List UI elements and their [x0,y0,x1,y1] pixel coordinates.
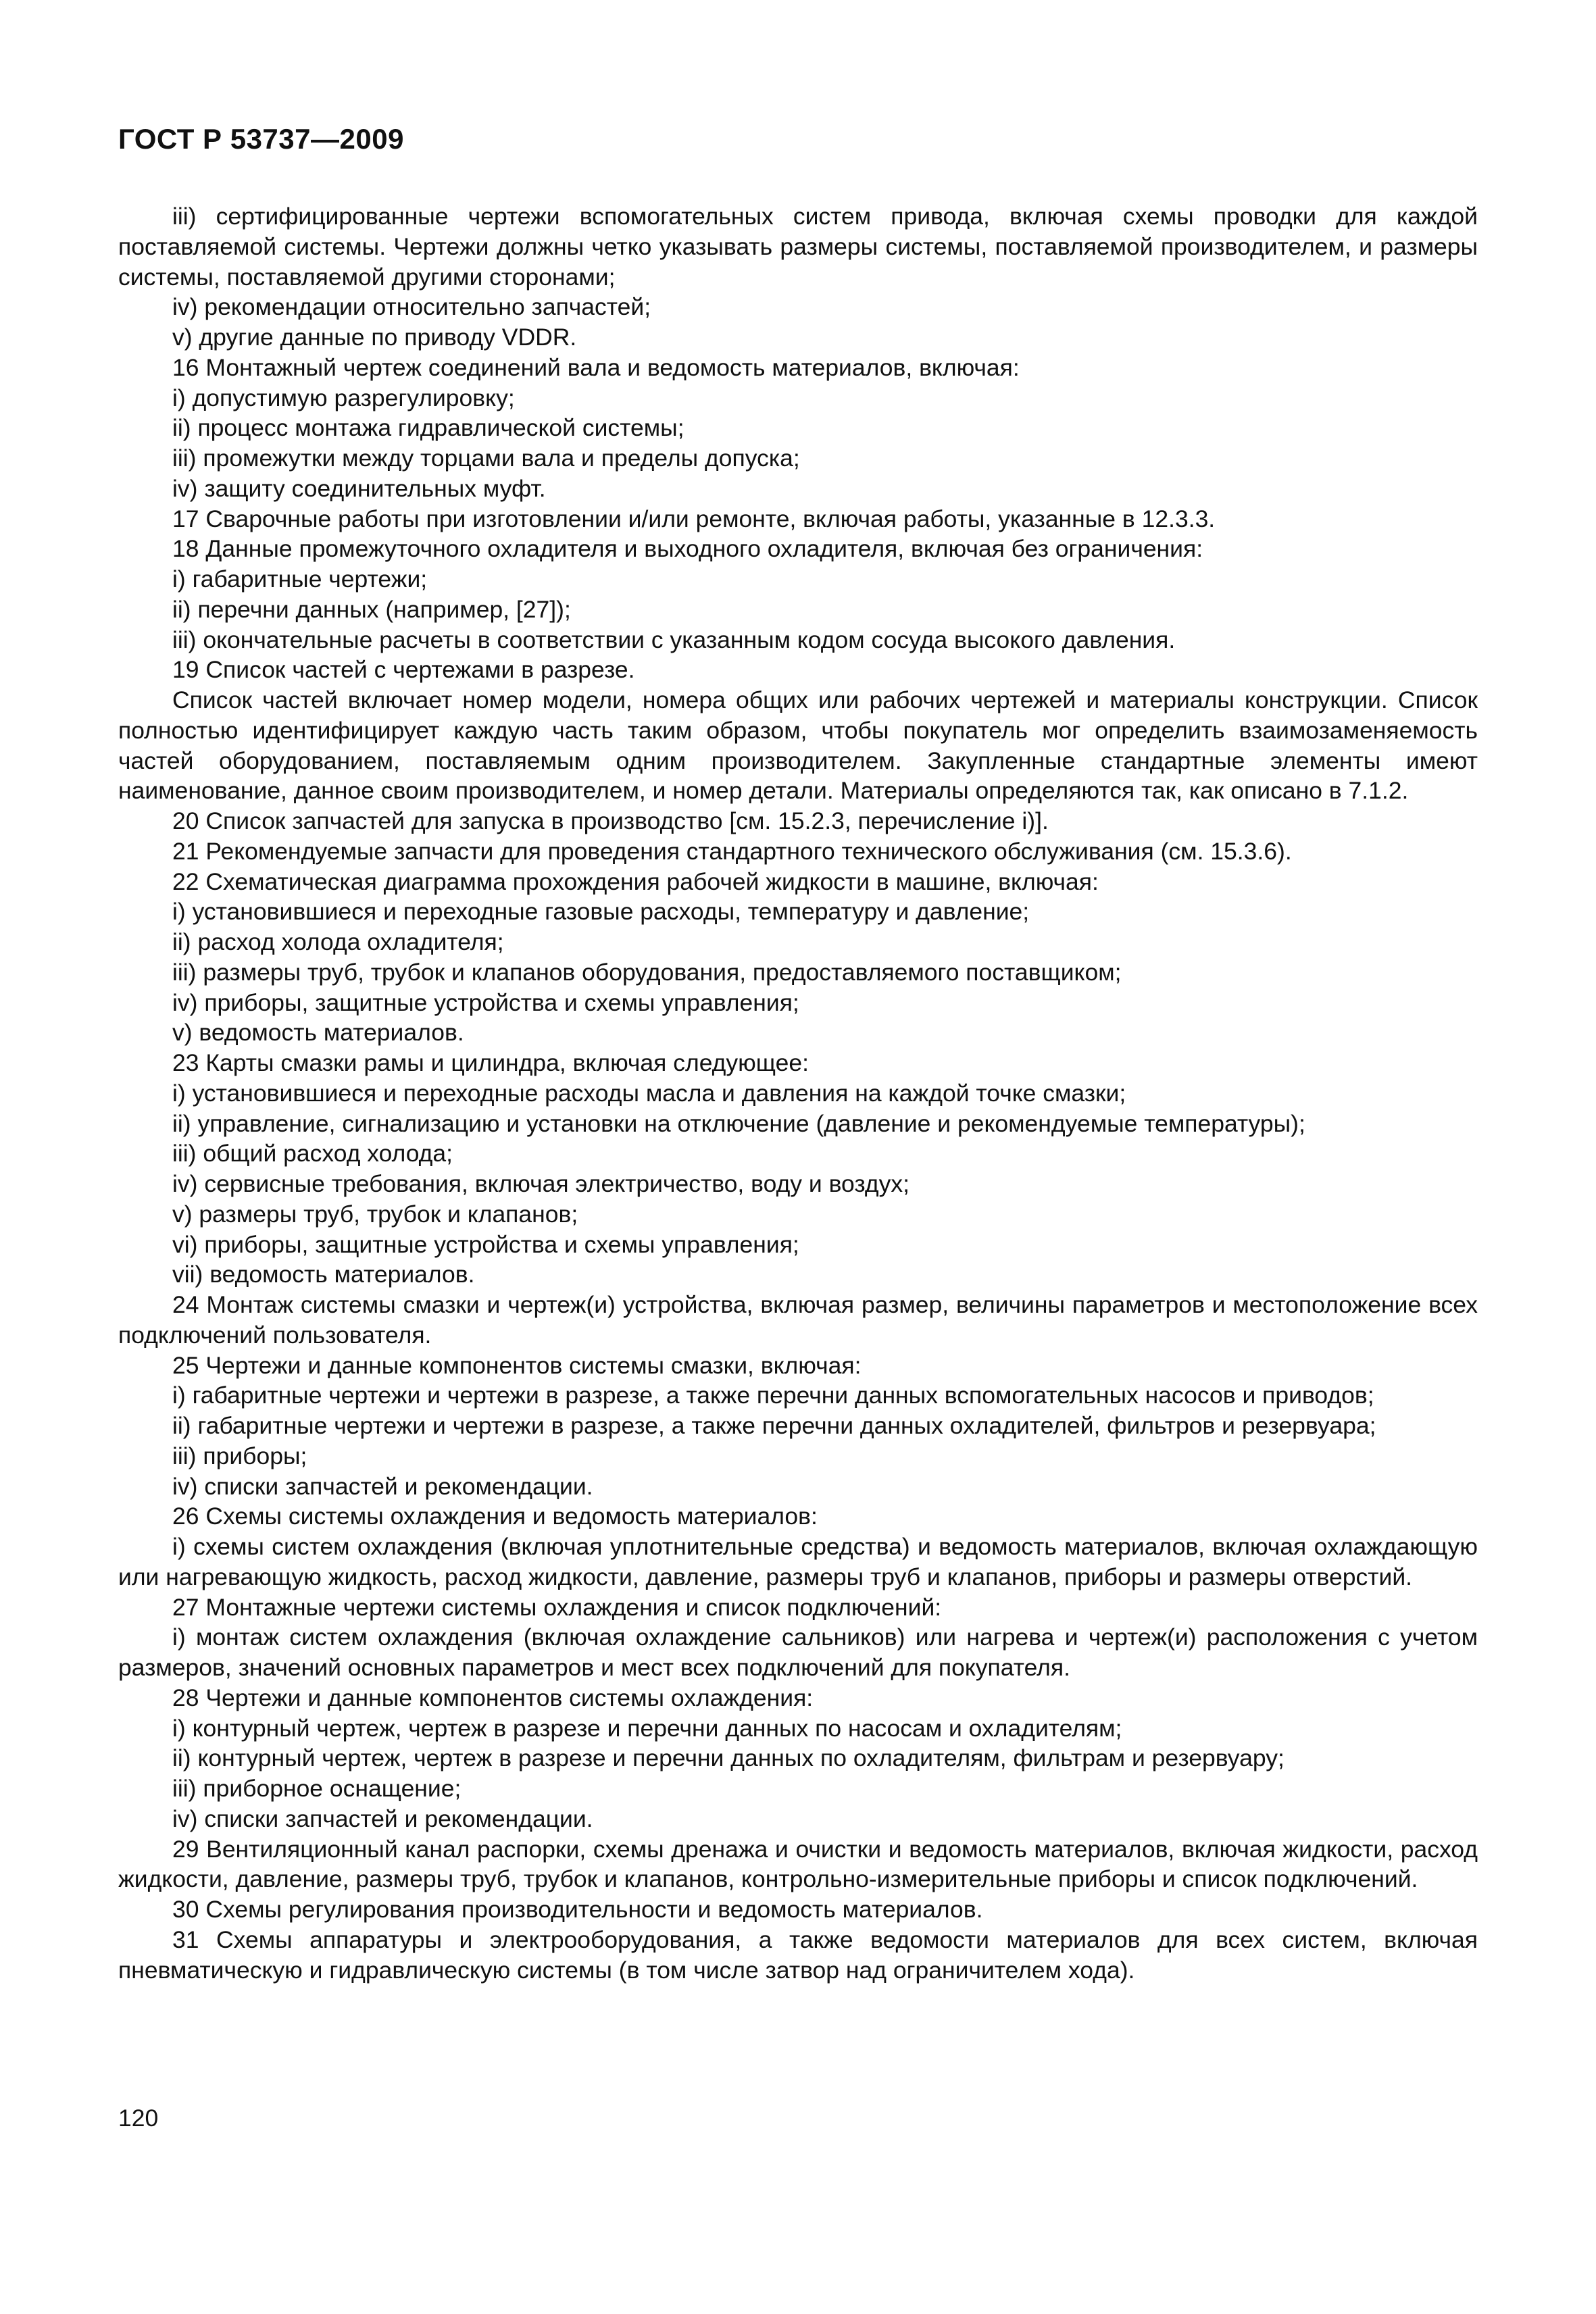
paragraph-28-iv: iv) списки запчастей и рекомендации. [172,1805,593,1832]
paragraph-23: 23 Карты смазки рамы и цилиндра, включая следующее: [172,1049,809,1076]
paragraph-23-ii: ii) управление, сигнализацию и установки на отключение (давление и рекомендуемые температуры); [172,1109,1305,1137]
paragraph-23-vi: vi) приборы, защитные устройства и схемы управления; [172,1230,799,1258]
paragraph-22-iii: iii) размеры труб, трубок и клапанов оборудования, предоставляемого поставщиком; [172,958,1122,986]
paragraph-22-v: v) ведомость материалов. [172,1019,464,1047]
paragraph-28-ii: ii) контурный чертеж, чертеж в разрезе и перечни данных по охладителям, фильтрам и резервуару; [172,1744,1285,1772]
page-number: 120 [118,2105,159,2132]
paragraph-25-i: i) габаритные чертежи и чертежи в разрезе, а также перечни данных вспомогательных насосов и приводов; [172,1382,1374,1409]
paragraph-item-iv-spares: iv) рекомендации относительно запчастей; [172,293,651,321]
paragraph-26: 26 Схемы системы охлаждения и ведомость материалов: [172,1503,818,1530]
paragraph-25-iv: iv) списки запчастей и рекомендации. [172,1472,593,1500]
paragraph-item-v-vddr: v) другие данные по приводу VDDR. [172,324,577,351]
paragraph-30: 30 Схемы регулирования производительности и ведомость материалов. [172,1896,983,1923]
document-body [118,201,1478,1985]
paragraph-27-i: i) монтаж систем охлаждения (включая охлаждение сальников) или нагрева и чертеж(и) расположения с учетом размеров, значений основных параметров и мест всех подключений для покупателя. [118,1624,1478,1681]
paragraph-16-iv: iv) защиту соединительных муфт. [172,474,546,502]
paragraph-23-iv: iv) сервисные требования, включая электричество, воду и воздух; [172,1170,909,1197]
paragraph-18-ii: ii) перечни данных (например, [27]); [172,595,571,623]
paragraph-21: 21 Рекомендуемые запчасти для проведения стандартного технического обслуживания (см. 15.3.6). [172,837,1292,865]
page-header-standard-id: ГОСТ Р 53737—2009 [118,123,404,155]
paragraph-16: 16 Монтажный чертеж соединений вала и ведомость материалов, включая: [172,353,1020,381]
paragraph-16-iii: iii) промежутки между торцами вала и пределы допуска; [172,445,800,472]
paragraph-19-parts-list: Список частей включает номер модели, номера общих или рабочих чертежей и материалы конструкции. Список полностью идентифицирует каждую часть таким образом, чтобы покупатель мог определить взаимозаменяемость частей оборудованием, поставляемым одним производителем. Закупленные стандартные элементы имеют наименование, данное своим производителем, и номер детали. Материалы определяются так, как описано в 7.1.2. [118,686,1478,805]
paragraph-23-vii: vii) ведомость материалов. [172,1261,475,1288]
paragraph-23-i: i) установившиеся и переходные расходы масла и давления на каждой точке смазки; [172,1079,1126,1107]
paragraph-22-i: i) установившиеся и переходные газовые расходы, температуру и давление; [172,898,1030,926]
paragraph-18: 18 Данные промежуточного охладителя и выходного охладителя, включая без ограничения: [172,535,1203,563]
paragraph-25-iii: iii) приборы; [172,1442,307,1469]
paragraph-27: 27 Монтажные чертежи системы охлаждения и список подключений: [172,1593,942,1621]
paragraph-item-iii-drawings: iii) сертифицированные чертежи вспомогательных систем привода, включая схемы проводки для каждой поставляемой системы. Чертежи должны четко указывать размеры системы, поставляемой производителем, и размеры системы, поставляемой другими сторонами; [118,203,1478,291]
paragraph-22-ii: ii) расход холода охладителя; [172,928,504,955]
paragraph-22: 22 Схематическая диаграмма прохождения рабочей жидкости в машине, включая: [172,867,1099,895]
paragraph-18-i: i) габаритные чертежи; [172,565,428,593]
paragraph-16-ii: ii) процесс монтажа гидравлической системы; [172,414,684,442]
paragraph-29: 29 Вентиляционный канал распорки, схемы дренажа и очистки и ведомость материалов, включая жидкости, расход жидкости, давление, размеры труб, трубок и клапанов, контрольно-измерительные приборы и список подключений. [118,1835,1478,1893]
paragraph-31: 31 Схемы аппаратуры и электрооборудования, а также ведомости материалов для всех систем, включая пневматическую и гидравлическую системы (в том числе затвор над ограничителем хода). [118,1926,1478,1984]
paragraph-25: 25 Чертежи и данные компонентов системы смазки, включая: [172,1351,862,1379]
paragraph-20: 20 Список запчастей для запуска в производство [см. 15.2.3, перечисление i)]. [172,807,1049,834]
paragraph-28: 28 Чертежи и данные компонентов системы охлаждения: [172,1684,814,1711]
paragraph-28-i: i) контурный чертеж, чертеж в разрезе и перечни данных по насосам и охладителям; [172,1714,1122,1742]
paragraph-28-iii: iii) приборное оснащение; [172,1775,462,1802]
paragraph-26-i: i) схемы систем охлаждения (включая уплотнительные средства) и ведомость материалов, включая охлаждающую или нагревающую жидкость, расход жидкости, давление, размеры труб и клапанов, приборы и размеры отверстий. [118,1533,1478,1590]
paragraph-19: 19 Список частей с чертежами в разрезе. [172,656,635,684]
paragraph-24: 24 Монтаж системы смазки и чертеж(и) устройства, включая размер, величины параметров и местоположение всех подключений пользователя. [118,1291,1478,1349]
paragraph-18-iii: iii) окончательные расчеты в соответствии с указанным кодом сосуда высокого давления. [172,626,1176,653]
paragraph-16-i: i) допустимую разрегулировку; [172,384,515,411]
paragraph-22-iv: iv) приборы, защитные устройства и схемы управления; [172,988,799,1016]
paragraph-23-iii: iii) общий расход холода; [172,1140,453,1167]
paragraph-25-ii: ii) габаритные чертежи и чертежи в разрезе, а также перечни данных охладителей, фильтров и резервуара; [172,1412,1376,1439]
paragraph-23-v: v) размеры труб, трубок и клапанов; [172,1200,578,1228]
paragraph-17: 17 Сварочные работы при изготовлении и/или ремонте, включая работы, указанные в 12.3.3. [172,505,1216,532]
